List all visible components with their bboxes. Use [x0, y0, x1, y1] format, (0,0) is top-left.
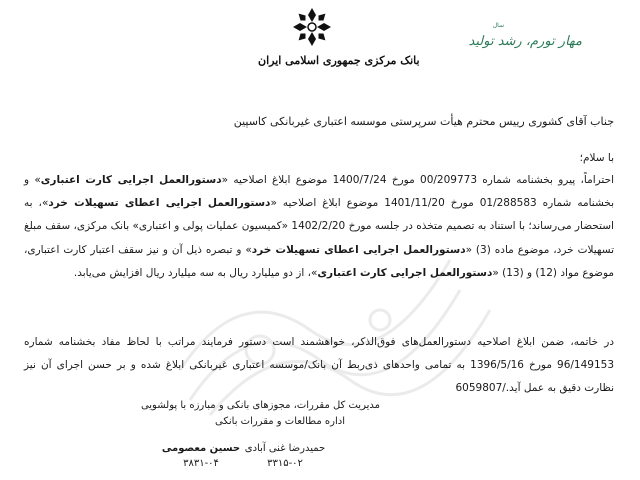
signature-department: اداره مطالعات و مقررات بانکی — [215, 416, 345, 427]
signer-code: ۳۳۱۵-۰۲ — [267, 458, 303, 469]
signer-name: حسین معصومی — [161, 443, 241, 454]
central-bank-emblem-icon — [291, 6, 333, 48]
signer-name: حمیدرضا غنی آبادی — [244, 443, 326, 454]
greeting: با سلام؛ — [579, 152, 614, 164]
bold-reference: دستورالعمل اجرایی کارت اعتباری — [40, 174, 222, 186]
bank-logo-block — [258, 6, 420, 72]
body-paragraph-2: در خاتمه، ضمن ابلاغ اصلاحیه دستورالعمل‌های فوق‌الذکر، خواهشمند است دستور فرمایند مراتب با لحاظ مفاد بخشنامه شماره 96/149153 مورخ 1396/5/16 به تمامی واحدهای ذی‌ربط آن بانک/موسسه اعتباری غیربانکی ابلاغ شده و بر حسن اجرای آن نیز نظارت دقیق به عمل آید./6059807 — [24, 336, 614, 395]
signer-code: ۳۸۳۱-۰۴ — [183, 458, 219, 469]
slogan-year-label: سال — [492, 22, 504, 29]
signature-title: مدیریت کل مقررات، مجوزهای بانکی و مبارزه با پولشویی — [140, 400, 380, 411]
bank-name: بانک مرکزی جمهوری اسلامی ایران — [258, 54, 420, 67]
addressee: جناب آقای کشوری رییس محترم هیأت سرپرستی موسسه اعتباری غیربانکی کاسپین — [233, 115, 614, 128]
body-paragraph-1: احتراماً، پیرو بخشنامه شماره 00/209773 مورخ 1400/7/24 موضوع ابلاغ اصلاحیه «دستورالعمل اجرایی کارت اعتباری» و بخشنامه شماره 01/288583 مورخ 1401/11/20 موضوع ابلاغ اصلاحیه «دستورالعمل اجرایی اعطای تسهیلات خرد»، به استحضار می‌رساند؛ با استناد به تصمیم متخذه در جلسه مورخ 1402/2/20 «کمیسیون عملیات پولی و اعتباری» بانک مرکزی، سقف مبلغ تسهیلات خرد، موضوع ماده (3) «دستورالعمل اجرایی اعطای تسهیلات خرد» و تبصره ذیل آن و نیز سقف اعتبار کارت اعتباری، موضوع مواد (12) و (13) «دستورالعمل اجرایی کارت اعتباری»، از دو میلیارد ریال به سه میلیارد ریال افزایش می‌یابد. — [24, 174, 615, 279]
bold-reference: دستورالعمل اجرایی کارت اعتباری — [317, 266, 493, 279]
year-slogan — [462, 18, 582, 64]
slogan-text: مهار تورم، رشد تولید — [468, 34, 582, 49]
bold-reference: دستورالعمل اجرایی اعطای تسهیلات خرد — [251, 243, 466, 256]
bold-reference: دستورالعمل اجرایی اعطای تسهیلات خرد — [48, 197, 271, 210]
